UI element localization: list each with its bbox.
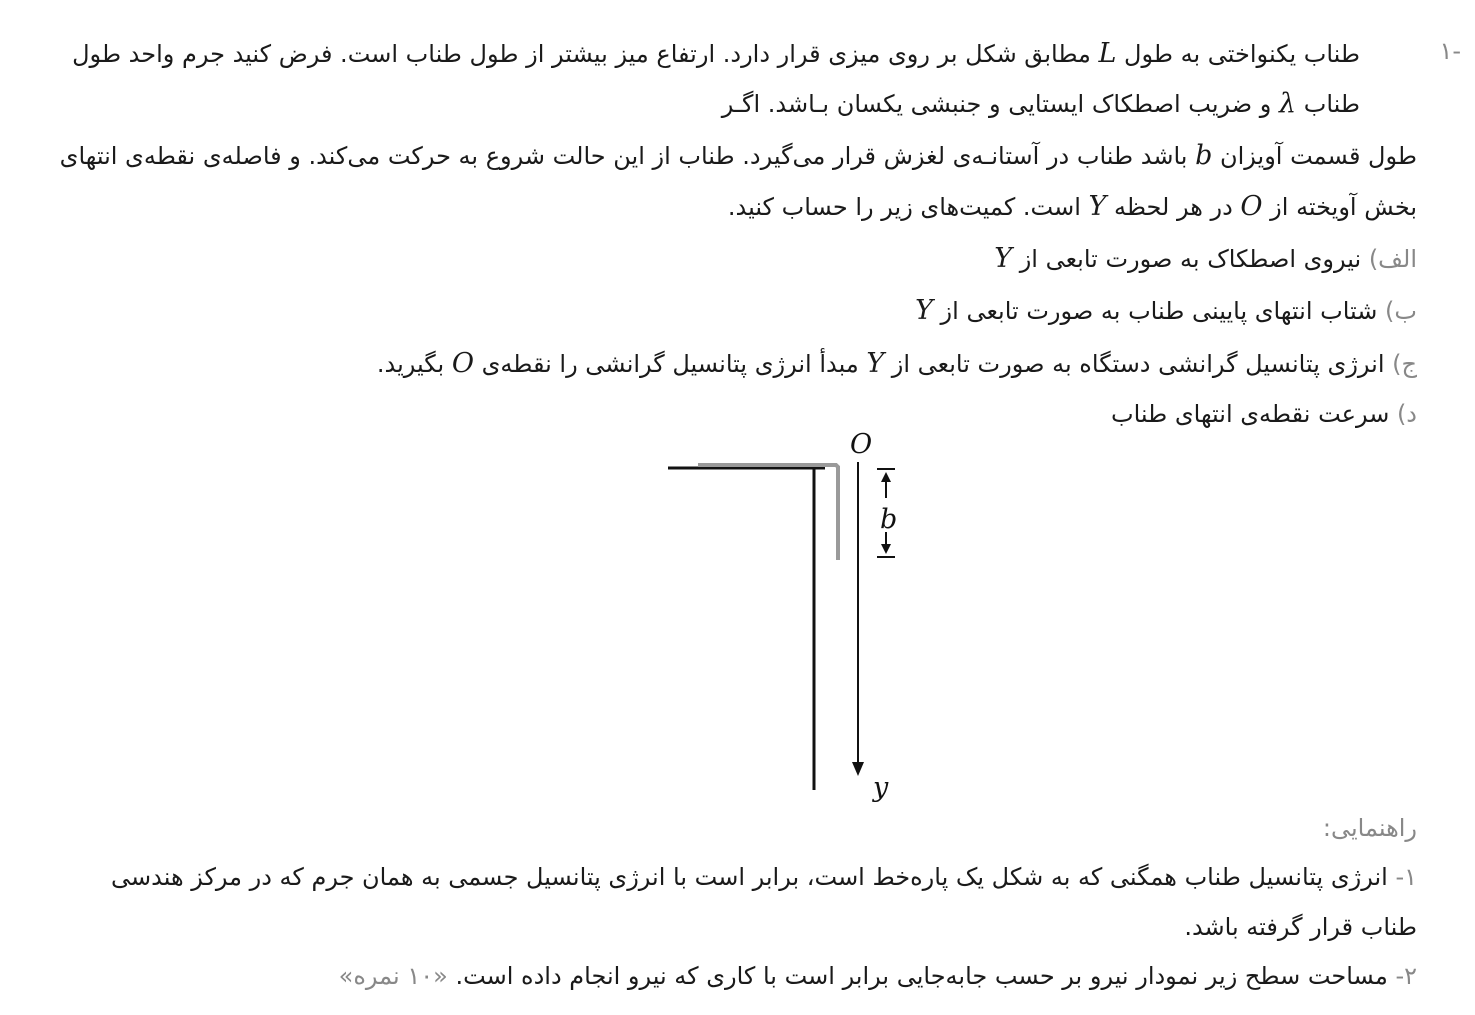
- text-segment: است. کمیت‌های زیر را حساب کنید.: [727, 193, 1089, 221]
- symbol-lambda: λ: [1278, 88, 1297, 119]
- item-a: [994, 242, 1417, 276]
- b-up-arrow: [881, 472, 891, 482]
- problem-line-4: [728, 190, 1417, 224]
- text-segment: و ضریب اصطکاک ایستایی و جنبشی یکسان بـاشد. اگـر: [721, 90, 1279, 118]
- hint-text: مساحت سطح زیر نمودار نیرو بر حسب جابه‌جایی برابر است با کاری که نیرو انجام داده است.: [455, 962, 1396, 990]
- origin-label: O: [850, 429, 873, 460]
- score-badge: «۱۰ نمره»: [338, 962, 456, 990]
- symbol-b: b: [1195, 140, 1213, 171]
- text-segment: طناب یکنواختی به طول: [1116, 40, 1360, 68]
- symbol-Y: Y: [1088, 191, 1107, 222]
- hint-number: ۲-: [1395, 962, 1417, 990]
- hint-1-line-2: [1184, 910, 1417, 944]
- item-text: انرژی پتانسیل گرانشی دستگاه به صورت تابعی از: [884, 350, 1393, 378]
- item-c: [377, 347, 1417, 381]
- hint-1-line-1: [111, 860, 1417, 894]
- rope-table-figure: [640, 420, 920, 810]
- hint-text: طناب قرار گرفته باشد.: [1184, 913, 1417, 941]
- item-b: [915, 294, 1417, 328]
- y-axis-label: y: [873, 772, 889, 803]
- symbol-L: L: [1098, 38, 1117, 69]
- item-label: ج): [1392, 350, 1417, 378]
- text-segment: بخش آویخته از: [1262, 193, 1417, 221]
- hints-title: راهنمایی:: [1322, 814, 1417, 842]
- item-label: د): [1396, 400, 1417, 428]
- item-text: سرعت نقطه‌ی انتهای طناب: [1111, 400, 1397, 428]
- item-text: مبدأ انرژی پتانسیل گرانشی را نقطه‌ی: [473, 350, 867, 378]
- hint-number: ۱-: [1395, 863, 1417, 891]
- symbol-Y: Y: [866, 348, 885, 379]
- item-text: شتاب انتهای پایینی طناب به صورت تابعی از: [932, 297, 1386, 325]
- symbol-O: O: [1240, 191, 1263, 222]
- hint-text: انرژی پتانسیل طناب همگنی که به شکل یک پاره‌خط است، برابر است با انرژی پتانسیل جسمی به همان جرم که در مرکز هندسی: [111, 863, 1396, 891]
- symbol-Y: Y: [994, 243, 1013, 274]
- text-segment: طناب: [1296, 90, 1360, 118]
- symbol-Y: Y: [915, 295, 933, 326]
- text-segment: مطابق شکل بر روی میزی قرار دارد. ارتفاع میز بیشتر از طول طناب است. فرض کنید جرم واحد طول: [72, 40, 1099, 68]
- b-down-arrow: [881, 544, 891, 554]
- problem-line-2: [722, 87, 1360, 121]
- problem-number: ۱-: [1439, 37, 1461, 65]
- symbol-O: O: [451, 348, 474, 379]
- item-d: [1111, 397, 1417, 431]
- item-text: نیروی اصطکاک به صورت تابعی از: [1012, 245, 1369, 273]
- rope: [698, 465, 838, 560]
- hint-2: [339, 959, 1417, 993]
- item-text: بگیرید.: [376, 350, 452, 378]
- problem-line-1: [72, 37, 1360, 71]
- text-segment: طول قسمت آویزان: [1212, 142, 1417, 170]
- y-axis-arrowhead: [852, 762, 864, 776]
- problem-line-3: [60, 139, 1417, 173]
- item-label: الف): [1368, 245, 1417, 273]
- b-label: b: [880, 504, 898, 535]
- text-segment: باشد طناب در آستانـه‌ی لغزش قرار می‌گیرد. طناب از این حالت شروع به حرکت می‌کند. و فاصله‌ی نقطه‌ی انتهای: [59, 142, 1196, 170]
- item-label: ب): [1385, 297, 1417, 325]
- text-segment: در هر لحظه: [1106, 193, 1241, 221]
